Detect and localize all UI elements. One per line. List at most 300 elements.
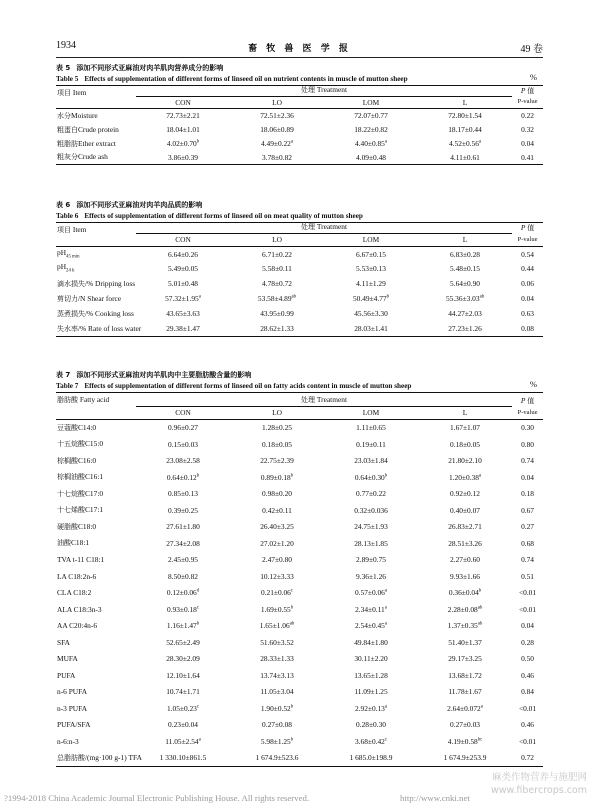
table-7-block <box>56 369 543 767</box>
value-cell <box>230 436 324 453</box>
row-label <box>56 292 136 307</box>
caption-cn-text: 添加不同形式亚麻油对肉羊肌肉中主要脂肪酸含量的影响 <box>76 371 252 379</box>
caption-cn-number: 表 5 <box>56 64 71 72</box>
cell-value: 0.27±0.03 <box>450 720 480 730</box>
value-cell <box>136 634 230 651</box>
value-cell <box>230 292 324 307</box>
cell-value: 0.64±0.12 <box>166 472 197 482</box>
cell-value: 13.68±1.72 <box>448 670 482 680</box>
value-cell <box>418 247 512 262</box>
caption-en-text: Effects of supplementation of different forms of linseed oil on fatty acids content in muscle of mutton sheep <box>84 382 412 390</box>
significance-letter: b <box>384 473 388 479</box>
value-cell <box>230 535 324 552</box>
value-cell <box>324 733 418 750</box>
cell-value: 11.05±3.04 <box>260 687 294 697</box>
value-cell <box>136 502 230 519</box>
value-cell <box>230 585 324 602</box>
value-cell <box>136 486 230 503</box>
row-label <box>56 262 136 277</box>
row-label-en: /(mg·100 g-1) TFA <box>85 752 142 762</box>
p-value: <0.01 <box>518 604 537 614</box>
significance-letter: a <box>198 737 201 743</box>
p-value: 0.04 <box>521 621 534 631</box>
cell-value: 0.93±0.18 <box>166 604 197 614</box>
cell-value: 0.28±0.30 <box>356 720 386 730</box>
cell-value: 1.20±0.38 <box>448 472 479 482</box>
p-header-cn: 值 <box>527 396 535 405</box>
row-label-en: C17:0 <box>85 488 104 498</box>
value-cell <box>324 436 418 453</box>
value-cell <box>136 535 230 552</box>
cell-value: 6.83±0.28 <box>450 249 480 259</box>
row-label-cn: 棕榈酸 <box>57 456 78 465</box>
cell-value: 28.51±3.26 <box>448 538 482 548</box>
p-value-label: P-value <box>517 98 538 105</box>
value-cell <box>418 151 512 165</box>
value-cell <box>136 601 230 618</box>
significance-letter: a <box>480 704 483 710</box>
p-value: 0.18 <box>521 489 534 499</box>
row-label-cn: 滴水损失 <box>57 280 85 288</box>
cell-value: 10.74±1.71 <box>166 687 200 697</box>
row-label <box>56 750 142 767</box>
journal-title: 畜 牧 兽 医 学 报 <box>248 44 351 54</box>
row-label <box>56 151 136 165</box>
value-cell <box>136 420 230 437</box>
value-cell <box>136 700 230 717</box>
p-value-cell <box>512 109 543 123</box>
value-cell <box>324 453 418 470</box>
row-label-en: SFA <box>57 637 71 647</box>
p-value-cell <box>512 502 543 519</box>
cell-value: 44.27±2.03 <box>448 309 482 319</box>
p-value-cell <box>512 420 543 437</box>
value-cell <box>230 469 324 486</box>
row-label-cn: 剪切力 <box>57 295 78 303</box>
item-header <box>56 86 136 109</box>
value-cell <box>324 618 418 635</box>
row-label <box>56 436 136 453</box>
table-row <box>56 634 543 651</box>
cell-value: 5.98±1.25 <box>260 736 291 746</box>
p-value: 0.54 <box>521 249 534 259</box>
p-value: 0.51 <box>521 571 534 581</box>
column-header-label: LO <box>272 97 282 107</box>
value-cell <box>324 486 418 503</box>
cell-value: 27.61±1.80 <box>166 522 200 532</box>
unit-label: % <box>529 379 537 389</box>
row-label <box>56 568 136 585</box>
column-header <box>324 97 418 109</box>
cell-value: 18.22±0.82 <box>354 124 388 134</box>
value-cell <box>324 519 418 536</box>
cell-value: 3.68±0.42 <box>354 736 385 746</box>
cell-value: 2.47±0.80 <box>262 555 292 565</box>
p-symbol: P <box>520 222 526 232</box>
value-cell <box>324 502 418 519</box>
value-cell <box>324 151 418 165</box>
p-value-cell <box>512 618 543 635</box>
value-cell <box>418 322 512 337</box>
cell-value: 6.67±0.15 <box>356 249 386 259</box>
value-cell <box>136 137 230 151</box>
table-row <box>56 684 543 701</box>
value-cell <box>418 568 512 585</box>
row-label <box>56 420 136 437</box>
copyright-notice: ?1994-2018 China Academic Journal Electronic Publishing House. All rights reserved. <box>4 793 310 803</box>
value-cell <box>230 262 324 277</box>
p-value-cell <box>512 123 543 137</box>
row-label-cn: 硬脂酸 <box>57 522 78 531</box>
value-cell <box>324 247 418 262</box>
value-cell <box>418 684 512 701</box>
cell-value: 23.08±2.58 <box>166 456 200 466</box>
row-label-cn: 水分 <box>57 111 71 120</box>
cell-value: 0.40±0.07 <box>450 505 480 515</box>
table-row <box>56 137 543 151</box>
cell-value: 11.78±1.67 <box>448 687 482 697</box>
significance-letter: b <box>196 473 200 479</box>
p-value: 0.67 <box>521 505 534 515</box>
p-value: 0.74 <box>521 555 534 565</box>
cell-value: 0.42±0.11 <box>262 505 292 515</box>
column-header-label: L <box>462 408 468 418</box>
caption-cn-text: 添加不同形式亚麻油对肉羊肉品质的影响 <box>76 201 203 209</box>
row-label-en: ALA C18:3n-3 <box>57 604 102 614</box>
value-cell <box>136 307 230 322</box>
value-cell <box>418 502 512 519</box>
value-cell <box>136 247 230 262</box>
row-label-en: CLA C18:2 <box>57 588 92 598</box>
cell-value: 0.15±0.03 <box>168 439 198 449</box>
significance-letter: a <box>478 473 482 479</box>
column-header-label: LO <box>272 235 282 245</box>
cell-value: 1.37±0.35 <box>447 621 478 631</box>
cell-value: 29.17±3.25 <box>448 654 482 664</box>
data-table <box>56 392 543 767</box>
value-cell <box>418 436 512 453</box>
treatment-header-cn: 处理 <box>301 396 316 404</box>
item-header-cn: 脂肪酸 <box>57 396 78 404</box>
p-value: 0.04 <box>521 294 534 304</box>
column-header-label: L <box>462 97 468 107</box>
cell-value: 4.40±0.85 <box>354 138 385 148</box>
cell-value: 0.19±0.11 <box>356 439 386 449</box>
value-cell <box>324 634 418 651</box>
p-value-label: P-value <box>517 235 538 243</box>
treatment-header <box>136 86 512 97</box>
column-header-label: CON <box>175 235 191 245</box>
cell-value: 5.64±0.90 <box>450 279 480 289</box>
cell-value: 43.95±0.99 <box>260 309 294 319</box>
p-value-cell <box>512 151 543 165</box>
row-label-en: Crude ash <box>78 152 108 162</box>
p-value-label: P-value <box>517 408 538 416</box>
column-header <box>230 97 324 109</box>
row-label <box>56 519 136 536</box>
treatment-header-en: Treatment <box>316 395 347 404</box>
p-value-cell <box>512 519 543 536</box>
cell-value: 18.06±0.89 <box>260 124 294 134</box>
caption-cn <box>56 369 543 381</box>
cell-value: 27.34±2.08 <box>166 538 200 548</box>
column-header <box>418 234 512 247</box>
table-5-block <box>56 62 543 165</box>
treatment-header <box>136 223 512 234</box>
row-label <box>56 700 136 717</box>
significance-letter: a <box>290 139 294 145</box>
row-label-en: /% Cooking loss <box>85 309 134 318</box>
column-header-label: LO <box>272 408 282 418</box>
website-link[interactable]: http://www.cnki.net <box>400 793 470 803</box>
caption-cn <box>56 62 543 74</box>
row-label-en: /% Dripping loss <box>85 279 136 288</box>
significance-letter: b <box>386 294 390 300</box>
row-label <box>56 535 136 552</box>
row-label-subscript: 24 h <box>66 268 75 274</box>
value-cell <box>418 292 512 307</box>
table-row <box>56 502 543 519</box>
table-row <box>56 436 543 453</box>
value-cell <box>230 307 324 322</box>
column-header-label: L <box>462 235 468 245</box>
row-label-cn: 油酸 <box>57 539 71 548</box>
row-label <box>56 717 136 734</box>
p-value-cell <box>512 469 543 486</box>
cell-value: 27.02±1.20 <box>260 538 294 548</box>
p-symbol: P <box>520 85 526 95</box>
row-label <box>56 123 136 137</box>
column-header-label: LOM <box>362 97 380 107</box>
row-label-cn: 蒸煮损失 <box>57 310 85 318</box>
cell-value: 0.85±0.13 <box>168 489 198 499</box>
column-header <box>136 407 230 420</box>
p-value-cell <box>512 552 543 569</box>
treatment-header-en: Treatment <box>316 85 347 94</box>
value-cell <box>418 453 512 470</box>
significance-letter: a <box>384 588 388 594</box>
cell-value: 5.49±0.05 <box>168 264 198 274</box>
cell-value: 11.05±2.54 <box>165 736 199 746</box>
caption-en-number: Table 6 <box>56 212 79 220</box>
significance-letter: ab <box>477 605 483 611</box>
p-value: 0.74 <box>521 456 534 466</box>
row-label-en: C18:1 <box>71 538 90 548</box>
cell-value: 5.48±0.15 <box>450 264 480 274</box>
value-cell <box>324 123 418 137</box>
table-row <box>56 618 543 635</box>
table-row <box>56 519 543 536</box>
volume-label: 49 卷 <box>520 44 543 55</box>
cell-value: 49.84±1.80 <box>354 637 388 647</box>
cell-value: 2.34±0.11 <box>355 604 385 614</box>
p-value-header <box>512 97 543 109</box>
row-label-en: n-6 PUFA <box>57 687 88 697</box>
value-cell <box>324 307 418 322</box>
cell-value: 2.54±0.45 <box>354 621 385 631</box>
p-value-cell <box>512 322 543 337</box>
table-row <box>56 292 543 307</box>
cell-value: 4.09±0.48 <box>356 152 386 162</box>
value-cell <box>324 322 418 337</box>
p-value: 0.06 <box>521 279 534 289</box>
column-header <box>230 234 324 247</box>
table-row <box>56 601 543 618</box>
row-label-cn: 粗蛋白 <box>57 125 78 134</box>
caption-en-text: Effects of supplementation of different forms of linseed oil on meat quality of mutton sheep <box>84 212 363 220</box>
p-value-cell <box>512 634 543 651</box>
cell-value: 4.78±0.72 <box>262 279 292 289</box>
significance-letter: b <box>290 704 294 710</box>
value-cell <box>324 137 418 151</box>
p-value: 0.28 <box>521 637 534 647</box>
value-cell <box>136 717 230 734</box>
cell-value: 0.98±0.20 <box>262 489 292 499</box>
row-label <box>56 733 136 750</box>
p-value: 0.46 <box>521 670 534 680</box>
value-cell <box>418 519 512 536</box>
cell-value: 26.40±3.25 <box>260 522 294 532</box>
treatment-header-cn: 处理 <box>301 223 316 231</box>
value-cell <box>230 552 324 569</box>
significance-letter: b <box>196 621 200 627</box>
value-cell <box>418 717 512 734</box>
caption-en-number: Table 7 <box>56 382 79 390</box>
value-cell <box>136 151 230 165</box>
cell-value: 4.02±0.70 <box>166 138 197 148</box>
cell-value: 57.32±1.95 <box>165 294 199 304</box>
caption-en-number: Table 5 <box>56 75 79 83</box>
page-number: 1934 <box>56 40 76 51</box>
table-6-block <box>56 199 543 337</box>
value-cell <box>136 469 230 486</box>
value-cell <box>418 585 512 602</box>
caption-en-text: Effects of supplementation of different forms of linseed oil on nutrient contents in muscle of mutton sheep <box>84 75 408 83</box>
row-label-cn: 十七烯酸 <box>57 506 85 515</box>
row-label <box>56 585 136 602</box>
unit-label: % <box>529 72 537 82</box>
value-cell <box>418 123 512 137</box>
significance-letter: b <box>478 588 482 594</box>
value-cell <box>230 750 324 767</box>
p-value-cell <box>512 568 543 585</box>
cell-value: 52.65±2.49 <box>166 637 200 647</box>
value-cell <box>136 585 230 602</box>
table-row <box>56 733 543 750</box>
column-header-label: CON <box>175 97 191 107</box>
row-label-en: /% Rate of loss water <box>78 323 142 333</box>
cell-value: 53.58±4.89 <box>257 294 292 304</box>
cell-value: 21.80±2.10 <box>448 456 482 466</box>
caption-cn <box>56 199 543 211</box>
significance-letter: b <box>290 737 294 743</box>
row-label-en: AA C20:4n-6 <box>57 621 98 631</box>
row-label-en: C16:1 <box>85 472 104 482</box>
row-label-en: C15:0 <box>85 439 104 449</box>
row-label-en: LA C18:2n-6 <box>57 571 97 581</box>
p-header-cn: 值 <box>527 86 535 95</box>
value-cell <box>230 519 324 536</box>
table-row <box>56 750 543 767</box>
watermark-cn: 麻类作物营养与施肥网 <box>491 772 587 783</box>
value-cell <box>136 568 230 585</box>
caption-en <box>56 211 543 222</box>
value-cell <box>230 684 324 701</box>
row-label-cn: 十五烷酸 <box>57 440 85 449</box>
value-cell <box>230 568 324 585</box>
cell-value: 4.11±1.29 <box>356 279 386 289</box>
p-value: 0.27 <box>521 522 534 532</box>
cell-value: 26.83±2.71 <box>448 522 482 532</box>
header-row <box>56 86 543 97</box>
cell-value: 0.89±0.18 <box>260 472 291 482</box>
table-row <box>56 552 543 569</box>
row-label <box>56 277 136 292</box>
p-value-cell <box>512 667 543 684</box>
significance-letter: c <box>196 704 200 710</box>
cell-value: 18.17±0.44 <box>448 124 482 134</box>
value-cell <box>230 717 324 734</box>
p-value: 0.08 <box>521 324 534 334</box>
row-label <box>56 651 136 668</box>
row-label-en: n-3 PUFA <box>57 703 88 713</box>
p-value-cell <box>512 750 543 767</box>
value-cell <box>418 109 512 123</box>
column-header <box>418 97 512 109</box>
cell-value: 24.75±1.93 <box>354 522 388 532</box>
cell-value: 1.67±1.07 <box>450 423 480 433</box>
cell-value: 0.36±0.04 <box>448 588 479 598</box>
cell-value: 5.58±0.11 <box>262 264 292 274</box>
cell-value: 23.03±1.84 <box>354 456 388 466</box>
value-cell <box>324 717 418 734</box>
cell-value: 4.49±0.22 <box>260 138 291 148</box>
value-cell <box>230 651 324 668</box>
value-cell <box>230 453 324 470</box>
value-cell <box>324 292 418 307</box>
item-header-en: Item <box>72 225 87 234</box>
cell-value: 1 330.10±861.5 <box>159 752 207 762</box>
row-label <box>56 618 136 635</box>
cell-value: 0.12±0.06 <box>166 588 197 598</box>
p-header-cn: 值 <box>527 223 535 232</box>
row-label-en: Crude protein <box>78 124 119 134</box>
row-label-en: C16:0 <box>78 455 97 465</box>
value-cell <box>418 700 512 717</box>
cell-value: 0.18±0.05 <box>262 439 292 449</box>
item-header-en: Item <box>72 88 87 97</box>
p-value-cell <box>512 436 543 453</box>
p-value-cell <box>512 262 543 277</box>
value-cell <box>324 568 418 585</box>
value-cell <box>324 601 418 618</box>
value-cell <box>418 750 512 767</box>
p-value: 0.68 <box>521 538 534 548</box>
cell-value: 1.11±0.65 <box>356 423 386 433</box>
significance-letter: c <box>196 605 200 611</box>
caption-cn-number: 表 7 <box>56 371 71 379</box>
p-value: 0.32 <box>521 124 534 134</box>
value-cell <box>136 292 230 307</box>
data-table <box>56 85 543 165</box>
cell-value: 11.09±1.25 <box>354 687 388 697</box>
p-value-cell <box>512 651 543 668</box>
cell-value: 29.38±1.47 <box>166 324 200 334</box>
value-cell <box>230 667 324 684</box>
p-value-cell <box>512 486 543 503</box>
column-header <box>418 407 512 420</box>
table-row <box>56 535 543 552</box>
